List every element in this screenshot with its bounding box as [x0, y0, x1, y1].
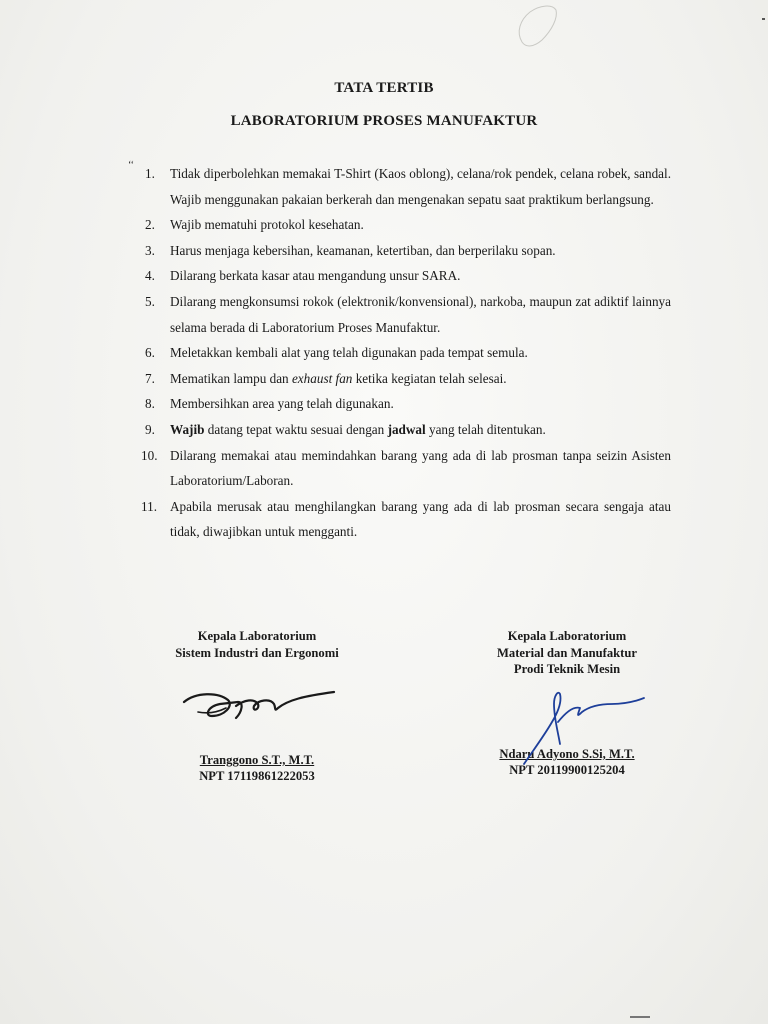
corner-mark	[762, 18, 765, 20]
rule-text-post: yang telah ditentukan.	[425, 421, 546, 437]
rule-item	[145, 212, 671, 238]
paper-stain-mark	[512, 2, 560, 52]
rule-text-emphasis: exhaust fan	[291, 370, 353, 386]
rule-item	[145, 238, 671, 264]
rule-number: 3.	[145, 242, 155, 258]
rule-number: 1.	[145, 166, 155, 181]
signatory-name: Tranggono S.T., M.T.	[199, 753, 315, 767]
rule-text: Dilarang berkata kasar atau mengandung unsur SARA.	[170, 268, 461, 284]
rule-number: 10.	[141, 447, 158, 463]
rule-text: Meletakkan kembali alat yang telah digunakan pada tempat semula.	[170, 345, 528, 361]
rule-item	[145, 340, 671, 366]
rule-text: Wajib mematuhi protokol kesehatan.	[170, 217, 364, 233]
signatory-department: Prodi Teknik Mesin	[513, 662, 621, 676]
rule-text-bold: jadwal	[387, 421, 426, 437]
rule-number: 9.	[145, 421, 155, 437]
rule-text: Apabila merusak atau menghilangkan barang yang ada di lab prosman secara sengaja atau tidak, diwajibkan untuk mengganti.	[170, 498, 671, 540]
rule-text: Dilarang mengkonsumsi rokok (elektronik/konvensional), narkoba, maupun zat adiktif lainnya selama berada di Laboratorium Proses Manufaktur.	[170, 293, 671, 335]
signatory-unit: Material dan Manufaktur	[497, 645, 637, 660]
rule-item	[145, 263, 671, 289]
rule-item	[145, 417, 671, 443]
signatory-left-title	[144, 628, 370, 661]
scan-mark	[630, 1016, 650, 1018]
title-line-1: TATA TERTIB	[334, 80, 434, 96]
signatory-right-title	[467, 628, 667, 678]
rule-item	[145, 161, 671, 212]
rule-number: 11.	[141, 498, 157, 514]
signatory-name: Ndaru Adyono S.Si, M.T.	[499, 747, 635, 761]
rule-text-mid: datang tepat waktu sesuai dengan	[204, 421, 388, 437]
rule-text: Tidak diperbolehkan memakai T-Shirt (Kaos oblong), celana/rok pendek, celana robek, sandal. Wajib menggunakan pakaian berkerah dan mengenakan sepatu saat praktikum berlangsung.	[170, 166, 671, 207]
signature-left	[178, 682, 338, 726]
rule-item	[141, 494, 671, 545]
signatory-npt: NPT 20119900125204	[509, 763, 625, 777]
rule-text: Harus menjaga kebersihan, keamanan, ketertiban, dan berperilaku sopan.	[170, 242, 556, 258]
rule-text: Membersihkan area yang telah digunakan.	[170, 396, 394, 412]
signatory-role: Kepala Laboratorium	[507, 629, 627, 643]
signatory-left-name-block	[144, 752, 370, 784]
signatory-unit: Sistem Industri dan Ergonomi	[175, 645, 339, 660]
rule-number: 2.	[145, 217, 155, 233]
rule-item	[145, 391, 671, 417]
rule-number: 7.	[145, 370, 155, 386]
signatory-role: Kepala Laboratorium	[197, 629, 317, 643]
rule-number: 5.	[145, 293, 155, 309]
rule-text: Dilarang memakai atau memindahkan barang yang ada di lab prosman tanpa seizin Asisten Laboratorium/Laboran.	[170, 447, 671, 489]
signature-right	[518, 682, 648, 772]
rule-number: 4.	[145, 268, 155, 284]
rule-number: 8.	[145, 396, 155, 412]
stray-mark: ‘‘	[128, 160, 134, 171]
rule-text-pre: Mematikan lampu dan	[170, 370, 292, 386]
rule-number: 6.	[145, 345, 155, 361]
rule-item	[141, 443, 671, 494]
rule-text-bold: Wajib	[170, 421, 205, 437]
title-line-2: LABORATORIUM PROSES MANUFAKTUR	[230, 113, 538, 129]
rule-item	[145, 366, 671, 392]
signatory-npt: NPT 17119861222053	[199, 769, 315, 783]
rules-list	[141, 161, 671, 545]
rule-text-post: ketika kegiatan telah selesai.	[352, 370, 507, 386]
rule-item	[145, 289, 671, 340]
